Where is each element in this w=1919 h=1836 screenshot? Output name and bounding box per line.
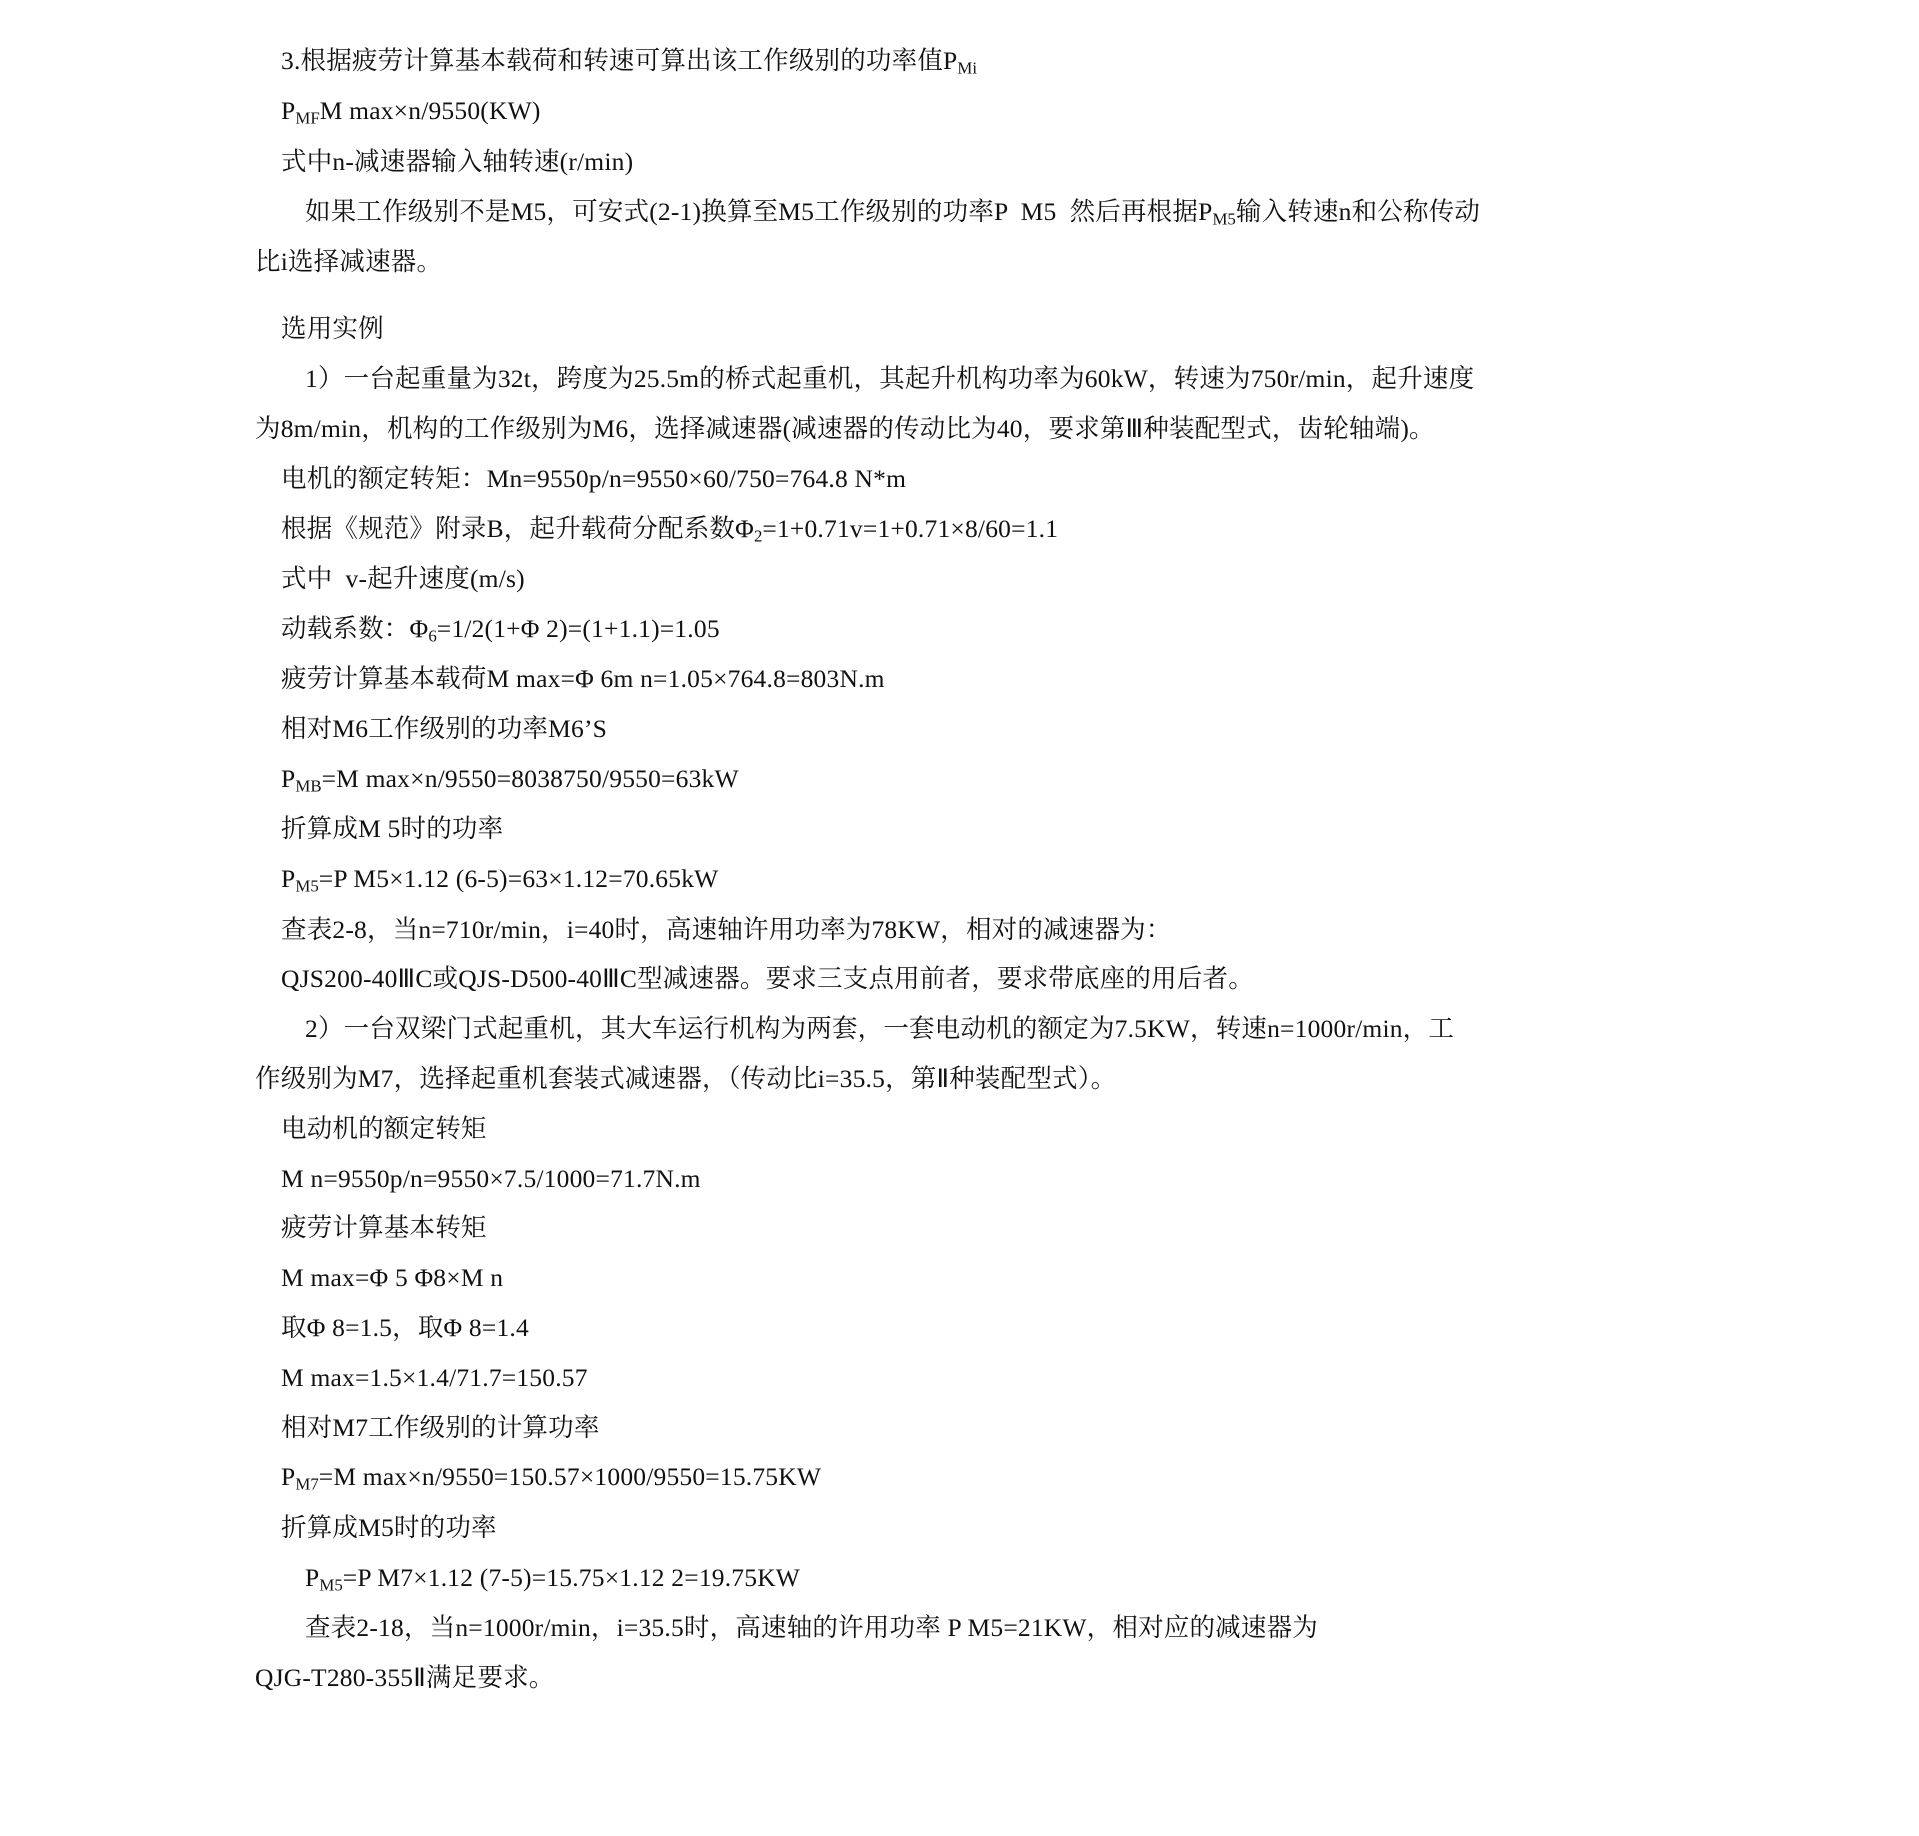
paragraph-line: M n=9550p/n=9550×7.5/1000=71.7N.m [281, 1163, 701, 1193]
paragraph-line [255, 40, 1689, 82]
paragraph-line: QJS200-40ⅢC或QJS-D500-40ⅢC型减速器。要求三支点用前者，要求带底座的用后者。 [281, 964, 1254, 994]
paragraph-line: 电机的额定转矩：Mn=9550p/n=9550×60/750=764.8 N*m [281, 463, 907, 493]
paragraph-line: 取Φ 8=1.5，取Φ 8=1.4 [281, 1313, 529, 1343]
section-heading: 选用实例 [281, 314, 384, 344]
line-text: 如果工作级别不是M5，可安式(2-1)换算至M5工作级别的功率P M5 然后再根据P [305, 196, 1213, 226]
line-tail: 输入转速n和公称传动 [1235, 196, 1481, 226]
line-text: 根据《规范》附录B，起升载荷分配系数Φ [281, 513, 754, 543]
paragraph-line: M max=1.5×1.4/71.7=150.57 [281, 1362, 588, 1392]
line-text: P [305, 1562, 320, 1592]
line-tail: =P M5×1.12 (6-5)=63×1.12=70.65kW [318, 864, 719, 894]
paragraph-line [255, 1456, 1689, 1498]
paragraph-line: 2）一台双梁门式起重机，其大车运行机构为两套，一套电动机的额定为7.5KW，转速n=1000r/min，工 [305, 1014, 1455, 1044]
line-text: P [281, 864, 296, 894]
paragraph-line [255, 858, 1689, 900]
paragraph-line [255, 758, 1689, 800]
line-text: P [281, 96, 296, 126]
paragraph-line: 相对M6工作级别的功率M6’S [281, 714, 608, 744]
line-text: P [281, 763, 296, 793]
paragraph-line: 式中n-减速器输入轴转速(r/min) [281, 146, 634, 176]
paragraph-line: 疲劳计算基本转矩 [281, 1213, 487, 1243]
line-text: P [281, 1462, 296, 1492]
paragraph-line: 1）一台起重量为32t，跨度为25.5m的桥式起重机，其起升机构功率为60kW，转速为750r/min，起升速度 [305, 364, 1475, 394]
subscript: 2 [753, 526, 763, 546]
line-tail: =1+0.71v=1+0.71×8/60=1.1 [762, 513, 1059, 543]
paragraph-line [255, 191, 1689, 233]
subscript: 6 [428, 626, 437, 646]
subscript: M7 [295, 1475, 319, 1495]
line-text: 3.根据疲劳计算基本载荷和转速可算出该工作级别的功率值P [281, 46, 958, 75]
document-body [255, 40, 1689, 1698]
paragraph-line: M max=Φ 5 Φ8×M n [281, 1263, 504, 1293]
subscript: Mi [957, 58, 978, 78]
subscript: MB [295, 776, 322, 796]
paragraph-line: 电动机的额定转矩 [281, 1113, 487, 1143]
paragraph-line: 比i选择减速器。 [255, 247, 443, 277]
subscript: M5 [295, 876, 319, 896]
line-text: 动载系数：Φ [281, 613, 429, 643]
paragraph-line: 折算成M 5时的功率 [281, 814, 504, 844]
paragraph-line: 查表2-8，当n=710r/min，i=40时，高速轴许用功率为78KW，相对的减速器为： [281, 914, 1172, 944]
paragraph-line: QJG-T280-355Ⅱ满足要求。 [255, 1662, 555, 1692]
line-tail: M max×n/9550(KW) [319, 96, 541, 126]
paragraph-line [255, 1557, 1689, 1599]
paragraph-line: 疲劳计算基本载荷M max=Φ 6m n=1.05×764.8=803N.m [281, 664, 885, 694]
subscript: M5 [1212, 209, 1236, 229]
subscript: M5 [319, 1575, 343, 1595]
subscript: MF [295, 109, 320, 129]
paragraph-line: 作级别为M7，选择起重机套装式减速器，（传动比i=35.5，第Ⅱ种装配型式）。 [255, 1064, 1117, 1094]
line-tail: =1/2(1+Φ 2)=(1+1.1)=1.05 [436, 613, 720, 643]
paragraph-line: 式中 v-起升速度(m/s) [281, 564, 525, 594]
paragraph-line: 相对M7工作级别的计算功率 [281, 1412, 600, 1442]
line-tail: =M max×n/9550=8038750/9550=63kW [321, 763, 739, 793]
paragraph-line [255, 90, 1689, 132]
paragraph-line: 折算成M5时的功率 [281, 1512, 497, 1542]
paragraph-line: 查表2-18，当n=1000r/min，i=35.5时，高速轴的许用功率 P M5=21KW，相对应的减速器为 [305, 1613, 1318, 1643]
line-tail: =M max×n/9550=150.57×1000/9550=15.75KW [318, 1462, 822, 1492]
line-tail: =P M7×1.12 (7-5)=15.75×1.12 2=19.75KW [342, 1562, 801, 1592]
paragraph-line [255, 608, 1689, 650]
paragraph-line [255, 508, 1689, 550]
paragraph-line: 为8m/min，机构的工作级别为M6，选择减速器(减速器的传动比为40，要求第Ⅲ种装配型式，齿轮轴端)。 [255, 414, 1435, 444]
